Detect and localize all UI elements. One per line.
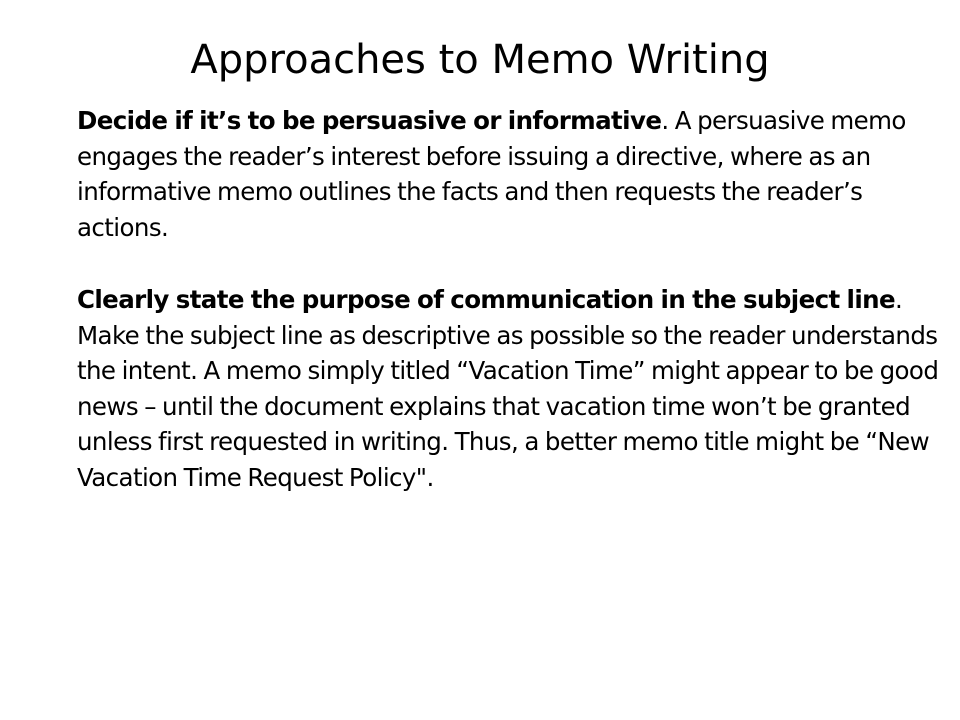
paragraph-persuasive-or-informative [77, 103, 947, 245]
paragraph-lead: Decide if it’s to be persuasive or informative [77, 106, 662, 135]
paragraph-lead: Clearly state the purpose of communication in the subject line [77, 285, 895, 314]
slide-title: Approaches to Memo Writing [190, 37, 770, 83]
paragraph-subject-line [77, 282, 947, 495]
slide-body [77, 103, 947, 495]
paragraph-text: . Make the subject line as descriptive as possible so the reader understands the intent. A memo simply titled “Vacation Time” might appear to be good news – until the document explains that vacation time won’t be granted unless first requested in writing. Thus, a better memo title might be “New Vacation Time Request Policy". [77, 285, 939, 492]
paragraph-text: . A persuasive memo engages the reader’s interest before issuing a directive, where as an informative memo outlines the facts and then requests the reader’s actions. [77, 106, 906, 242]
